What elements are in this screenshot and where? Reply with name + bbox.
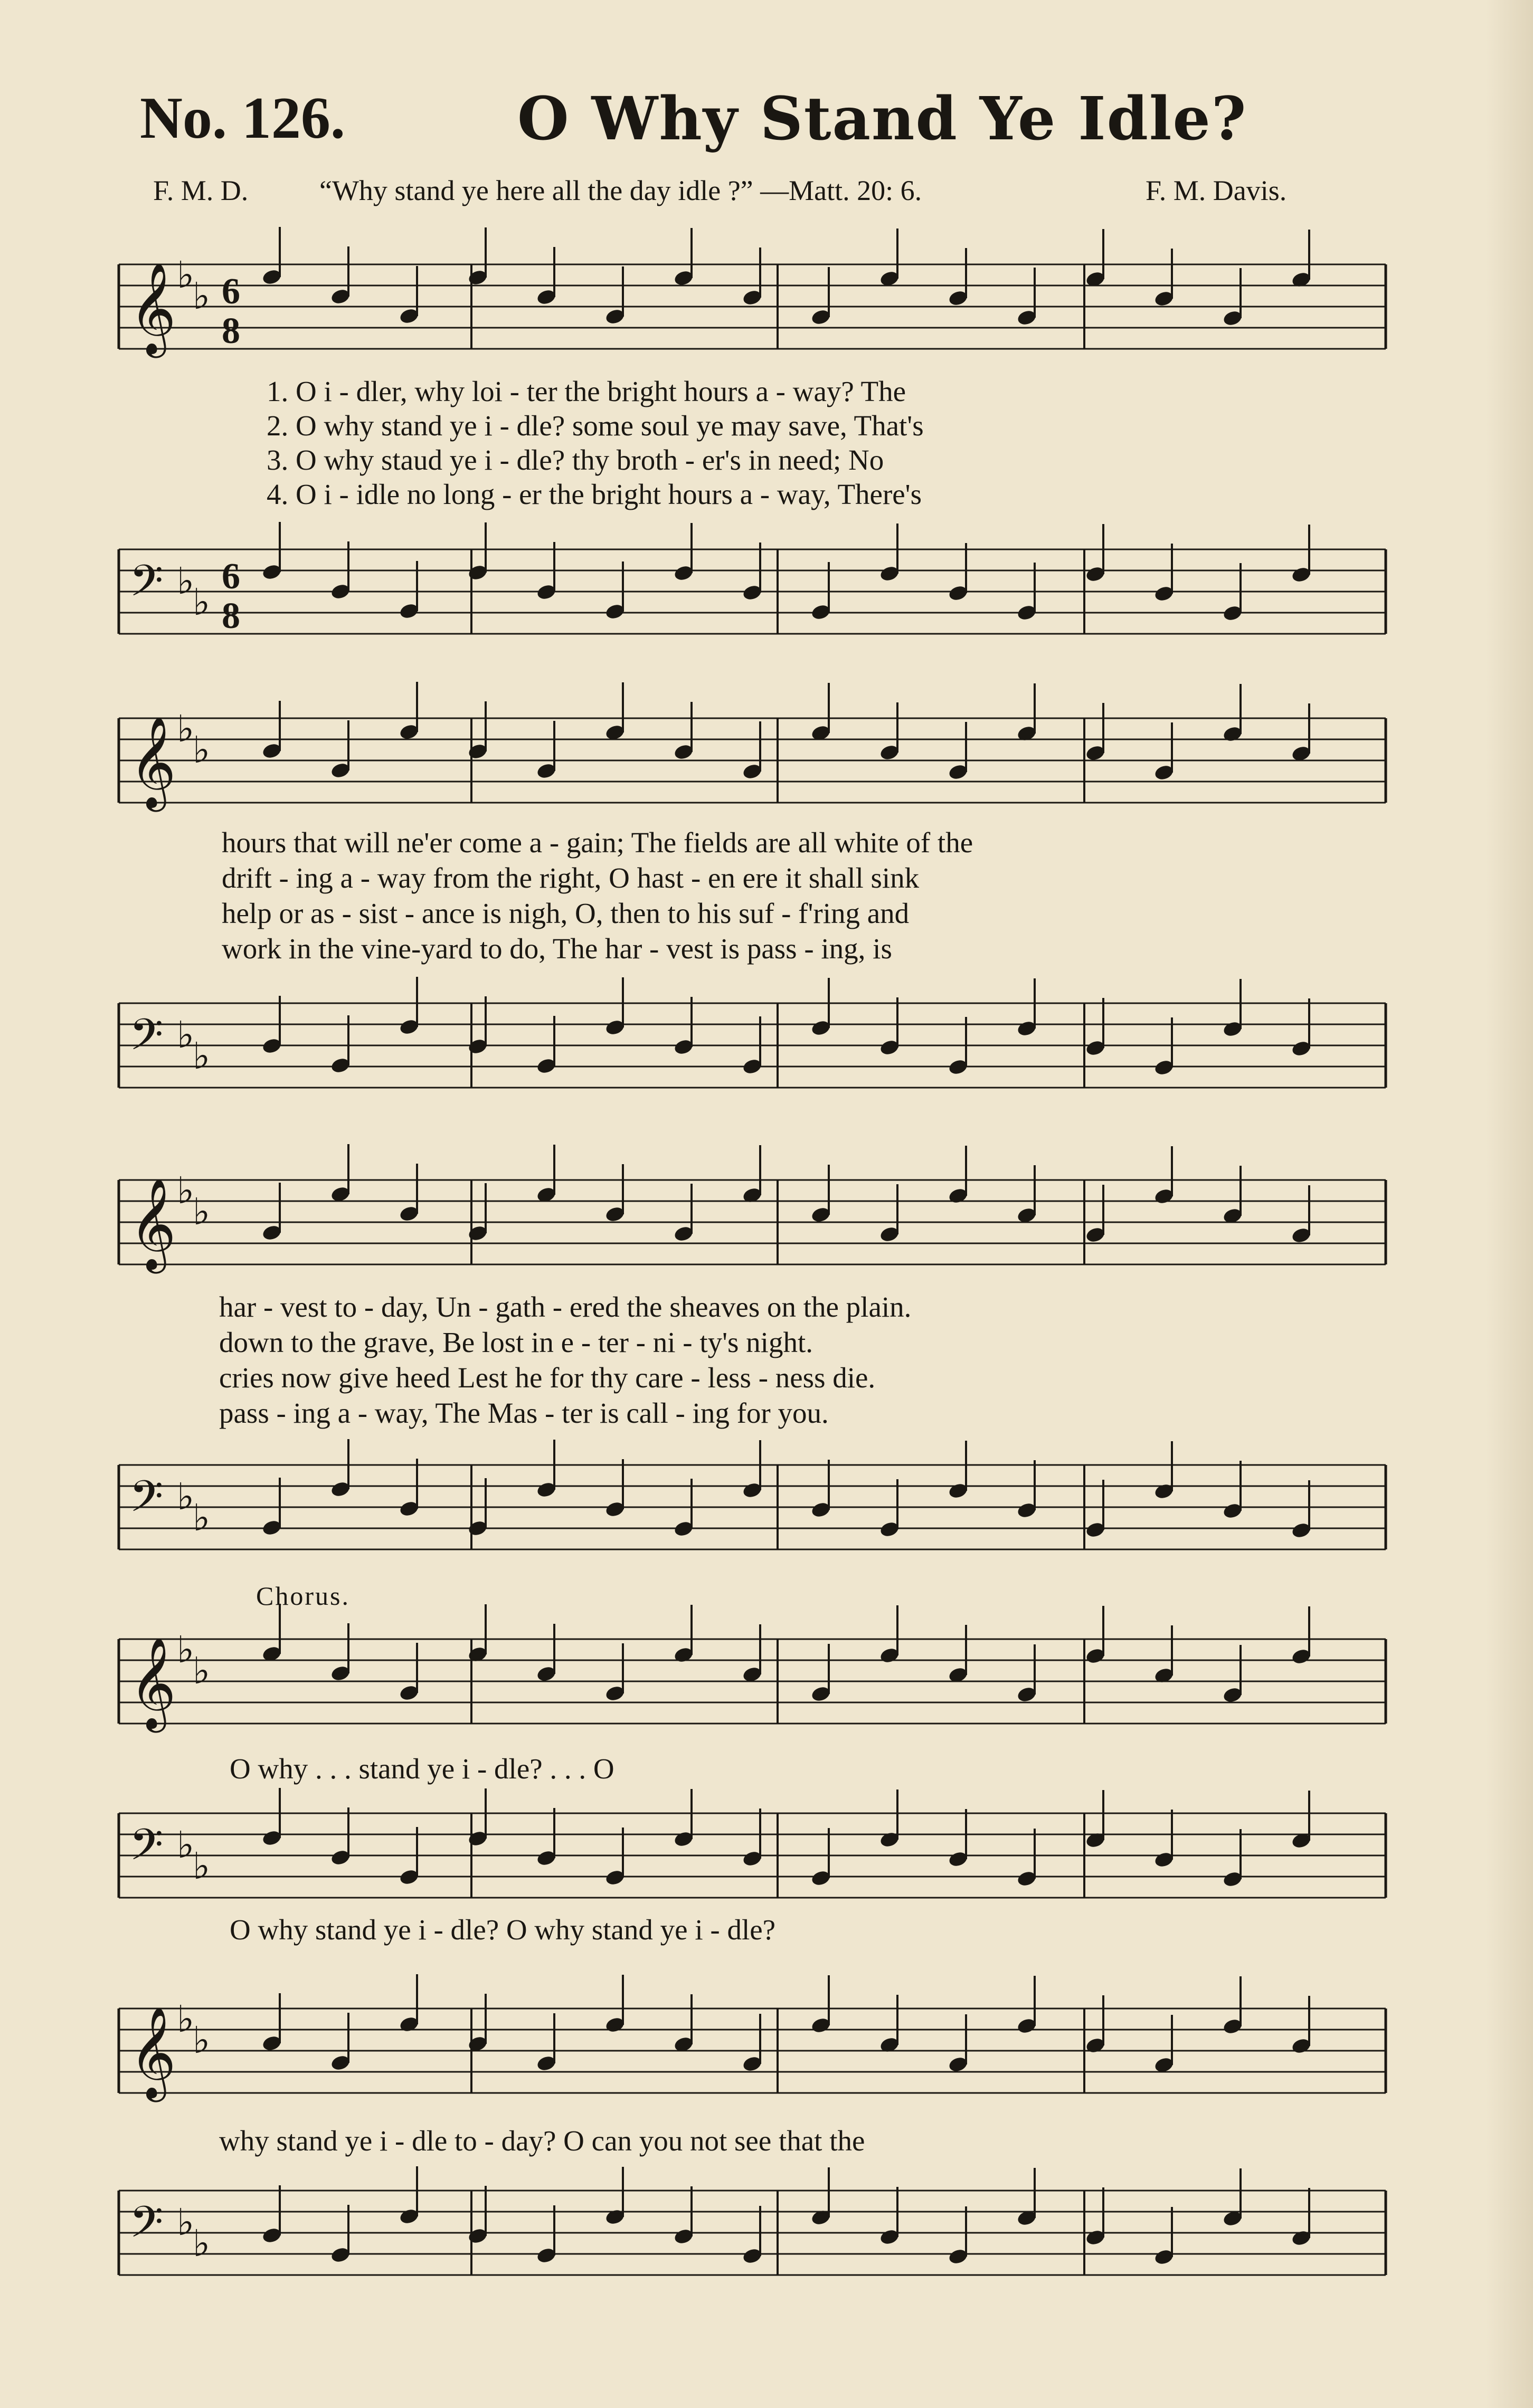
- verse-line: help or as - sist - ance is nigh, O, then to his suf - f'ring and: [222, 897, 910, 929]
- verse-line: har - vest to - day, Un - gath - ered the sheaves on the plain.: [219, 1291, 912, 1323]
- music-system-5: [113, 2000, 1391, 2296]
- chorus-label: Chorus.: [256, 1581, 350, 1611]
- svg-text:𝄢: 𝄢: [129, 2196, 164, 2258]
- hymn-number: No. 126.: [140, 85, 345, 151]
- verse-line: 2. O why stand ye i - dle? some soul ye may save, That's: [267, 410, 924, 442]
- treble-staff: [113, 2000, 1391, 2101]
- page-edge-stain: [1485, 0, 1533, 2408]
- verse-line: why stand ye i - dle to - day? O can you not see that the: [219, 2125, 865, 2157]
- verse-line: pass - ing a - way, The Mas - ter is call - ing for you.: [219, 1397, 829, 1429]
- svg-text:♭: ♭: [177, 2000, 195, 2040]
- verse-line: drift - ing a - way from the right, O hast - en ere it shall sink: [222, 862, 920, 894]
- svg-text:♭: ♭: [193, 2021, 211, 2061]
- verse-line: 1. O i - dler, why loi - ter the bright hours a - way? The: [267, 375, 906, 407]
- verse-line: hours that will ne'er come a - gain; The fields are all white of the: [222, 826, 973, 859]
- svg-text:𝄞: 𝄞: [129, 2006, 176, 2098]
- svg-text:𝄞: 𝄞: [129, 1637, 176, 1729]
- svg-text:♭: ♭: [177, 2203, 195, 2243]
- verse-line: work in the vine-yard to do, The har - vest is pass - ing, is: [222, 932, 892, 965]
- bass-staff: [113, 2182, 1391, 2283]
- bass-staff: [113, 1805, 1391, 1906]
- verse-line: 4. O i - idle no long - er the bright hours a - way, There's: [267, 478, 922, 510]
- svg-text:♭: ♭: [177, 1015, 195, 1056]
- svg-text:𝄢: 𝄢: [129, 555, 164, 617]
- svg-text:♭: ♭: [193, 2224, 211, 2264]
- treble-staff: [113, 1172, 1391, 1273]
- svg-text:𝄞: 𝄞: [129, 716, 176, 808]
- svg-text:♭: ♭: [193, 277, 211, 317]
- svg-text:♭: ♭: [193, 1192, 211, 1233]
- svg-text:♭: ♭: [177, 709, 195, 750]
- lyricist-credit: F. M. D.: [153, 175, 249, 206]
- svg-text:♭: ♭: [193, 1036, 211, 1077]
- treble-staff: [113, 710, 1391, 811]
- svg-text:♭: ♭: [177, 1171, 195, 1212]
- svg-text:𝄞: 𝄞: [129, 1178, 176, 1270]
- verse-line: 3. O why staud ye i - dle? thy broth - er's in need; No: [267, 444, 884, 476]
- chorus-treble-line: O why . . . stand ye i - dle? . . . O: [230, 1753, 614, 1785]
- svg-text:♭: ♭: [177, 1630, 195, 1671]
- svg-text:𝄞: 𝄞: [129, 262, 176, 354]
- bass-staff: [113, 1457, 1391, 1558]
- svg-text:♭: ♭: [193, 1847, 211, 1887]
- svg-text:6: 6: [222, 271, 240, 312]
- verse-line: down to the grave, Be lost in e - ter - ni - ty's night.: [219, 1326, 813, 1358]
- music-system-1: [113, 248, 1391, 660]
- svg-text:♭: ♭: [193, 583, 211, 623]
- verse-line: cries now give heed Lest he for thy care - less - ness die.: [219, 1362, 876, 1394]
- music-system-chorus: [113, 1631, 1391, 1958]
- treble-staff: [113, 1631, 1391, 1732]
- bass-staff: [113, 541, 1391, 642]
- music-system-2: [113, 710, 1391, 1121]
- svg-text:𝄢: 𝄢: [129, 1819, 164, 1881]
- svg-text:6: 6: [222, 556, 240, 597]
- svg-text:𝄢: 𝄢: [129, 1009, 164, 1071]
- music-system-3: [113, 1172, 1391, 1583]
- svg-text:♭: ♭: [177, 255, 195, 296]
- svg-text:♭: ♭: [193, 1651, 211, 1692]
- bass-staff: [113, 995, 1391, 1096]
- svg-text:♭: ♭: [177, 561, 195, 602]
- hymn-title: O Why Stand Ye Idle?: [517, 84, 1247, 154]
- scripture-reference: “Why stand ye here all the day idle ?” —Matt. 20: 6.: [319, 175, 922, 206]
- svg-text:8: 8: [222, 311, 240, 351]
- svg-text:8: 8: [222, 596, 240, 636]
- svg-text:𝄢: 𝄢: [129, 1471, 164, 1533]
- composer-credit: F. M. Davis.: [1146, 175, 1287, 206]
- svg-text:♭: ♭: [177, 1477, 195, 1518]
- svg-text:♭: ♭: [177, 1825, 195, 1866]
- chorus-bass-line: O why stand ye i - dle? O why stand ye i - dle?: [230, 1914, 776, 1946]
- svg-text:♭: ♭: [193, 1498, 211, 1539]
- svg-text:♭: ♭: [193, 730, 211, 771]
- treble-staff: [113, 256, 1391, 357]
